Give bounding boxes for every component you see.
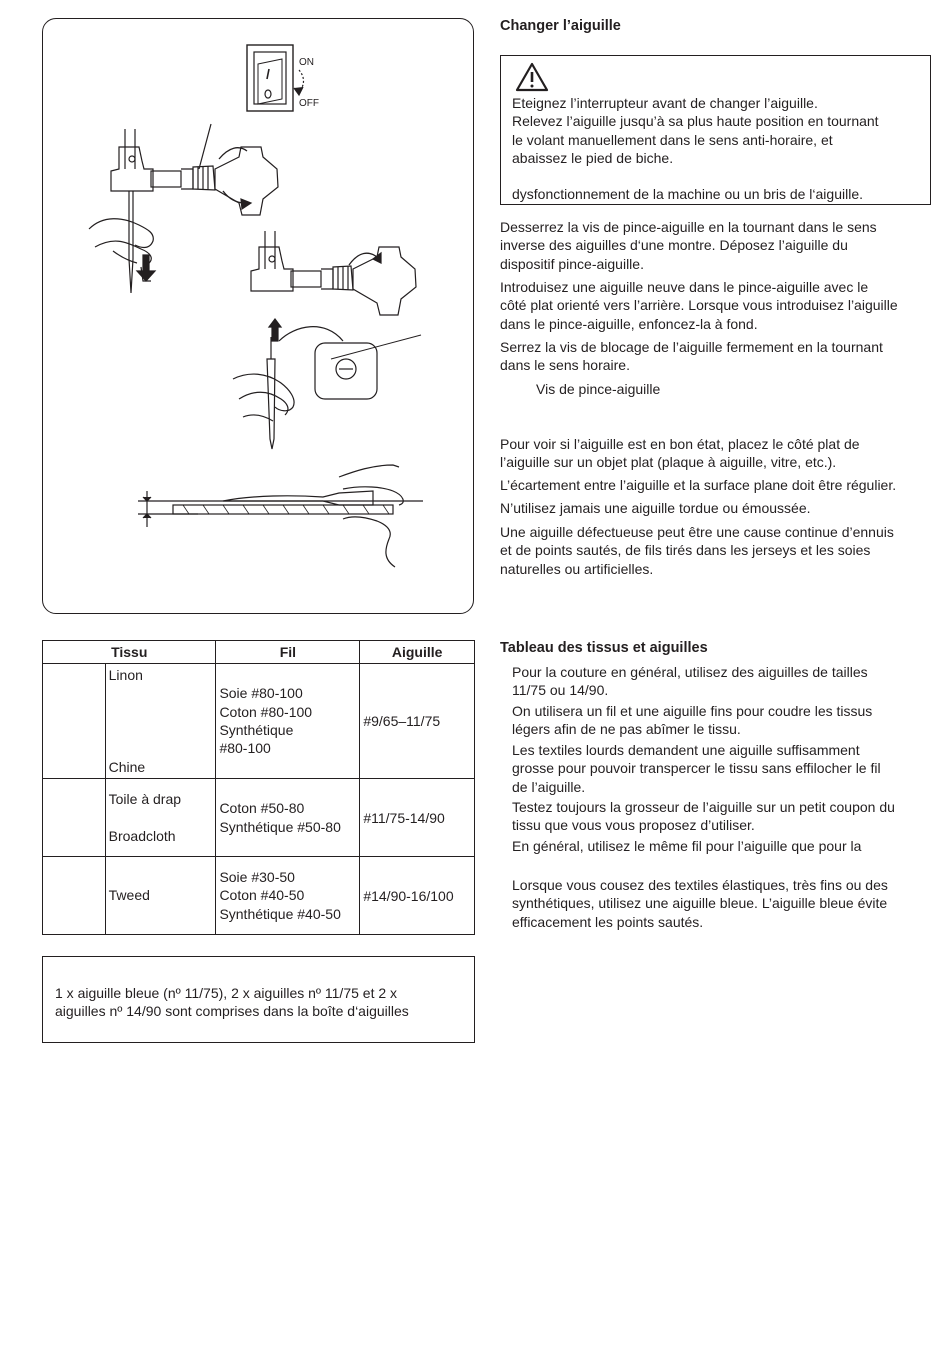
paragraph-tighten-screw: [500, 338, 883, 375]
table-cell-tissu: [105, 664, 216, 779]
text-line: Une aiguille défectueuse peut être une cause continue d’ennuis: [500, 524, 894, 540]
switch-on-label: ON: [299, 57, 314, 68]
text-line: Lorsque vous cousez des textiles élastiques, très fins ou des: [512, 877, 888, 893]
text-line: Serrez la vis de blocage de l’aiguille fermement en la tournant: [500, 339, 883, 355]
text-line: Introduisez une aiguille neuve dans le pince-aiguille avec le: [500, 279, 869, 295]
table-cell-fil: [216, 857, 360, 935]
warning-line: abaissez le pied de biche.: [512, 149, 674, 166]
fabric-needle-table: [42, 640, 475, 935]
table-cell: [43, 664, 106, 779]
paragraph-check-needle: [500, 435, 860, 472]
paragraph-same-thread: En général, utilisez le même fil pour l’aiguille que pour la: [512, 838, 862, 854]
note-text: [55, 984, 409, 1021]
text-line: Pour voir si l’aiguille est en bon état, placez le côté plat de: [500, 436, 860, 452]
warning-line: dysfonctionnement de la machine ou un bris de l‘aiguille.: [512, 186, 863, 203]
paragraph-insert-needle: [500, 278, 898, 333]
table-header-row: [43, 641, 475, 664]
table-cell-tissu: [105, 779, 216, 857]
cell-line: [109, 721, 213, 739]
section-title-fabric-table: Tableau des tissus et aiguilles: [500, 640, 708, 656]
text-line: dispositif pince-aiguille.: [500, 255, 644, 272]
cell-line: [109, 684, 213, 702]
note-line: 1 x aiguille bleue (nº 11/75), 2 x aiguilles nº 11/75 et 2 x: [55, 985, 398, 1001]
table-cell-fil: [216, 664, 360, 779]
table-row: [43, 664, 475, 779]
table-cell-aiguille: #11/75-14/90: [360, 779, 475, 857]
needle-change-diagram: [43, 19, 475, 615]
column-header-tissu: Tissu: [43, 641, 216, 664]
paragraph-heavy-fabrics: [512, 741, 881, 796]
paragraph-test-size: [512, 798, 895, 835]
switch-off-label: OFF: [299, 98, 319, 109]
text-line: dans le sens horaire.: [500, 357, 630, 374]
column-header-aiguille: Aiguille: [360, 641, 475, 664]
column-header-fil: Fil: [216, 641, 360, 664]
text-line: 11/75 ou 14/90.: [512, 682, 609, 699]
cell-line: [109, 739, 213, 757]
paragraph-defective-needle: [500, 523, 894, 578]
text-line: côté plat orienté vers l’arrière. Lorsque vous introduisez l’aiguille: [500, 297, 898, 314]
text-line: Pour la couture en général, utilisez des aiguilles de tailles: [512, 664, 868, 680]
clamp-screw-label: Vis de pince-aiguille: [536, 381, 661, 397]
cell-line: Coton #40-50: [219, 887, 305, 904]
cell-line: Synthétique: [219, 722, 294, 738]
text-line: dans le pince-aiguille, enfoncez-la à fond.: [500, 315, 758, 332]
text-line: synthétiques, utilisez une aiguille bleue. L’aiguille bleue évite: [512, 895, 888, 912]
table-row: [43, 779, 475, 857]
needle-clamp-lower: [233, 231, 421, 449]
warning-line: Relevez l’aiguille jusqu’à sa plus haute position en tournant: [512, 113, 879, 130]
paragraph-loosen-screw: [500, 218, 877, 273]
text-line: Testez toujours la grosseur de l’aiguille sur un petit coupon du: [512, 799, 895, 815]
cell-line: Coton #80-100: [219, 703, 313, 720]
cell-line: Linon: [108, 667, 143, 684]
text-line: de l’aiguille.: [512, 778, 586, 795]
needle-change-illustration: [42, 18, 474, 614]
power-switch-icon: [247, 45, 319, 111]
table-cell-fil: [216, 779, 360, 857]
text-line: et de points sautés, de fils tirés dans les jerseys et les soies: [500, 542, 871, 559]
needle-clamp-upper: [89, 124, 278, 293]
text-line: Desserrez la vis de pince-aiguille en la tournant dans le sens: [500, 219, 877, 235]
table-cell-aiguille: #9/65–11/75: [360, 664, 475, 779]
warning-line: [512, 167, 879, 185]
text-line: On utilisera un fil et une aiguille fins pour coudre les tissus: [512, 703, 873, 719]
table-cell-aiguille: #14/90-16/100: [360, 857, 475, 935]
warning-box: [500, 55, 931, 205]
text-line: naturelles ou artificielles.: [500, 560, 654, 577]
text-line: efficacement les points sautés.: [512, 913, 704, 930]
cell-line: [109, 703, 213, 721]
table-cell: [43, 779, 106, 857]
cell-line: [109, 808, 213, 826]
cell-line: Synthétique #50-80: [219, 818, 341, 835]
cell-line: Soie #30-50: [219, 869, 295, 886]
table-cell-tissu: [105, 857, 216, 935]
paragraph-blue-needle: [512, 876, 888, 931]
needle-flatness-check: [138, 465, 423, 567]
text-line: inverse des aiguilles d‘une montre. Déposez l’aiguille du: [500, 237, 848, 254]
table-row: [43, 857, 475, 935]
warning-line: Eteignez l’interrupteur avant de changer l’aiguille.: [512, 95, 818, 111]
paragraph-general: [512, 663, 868, 700]
cell-line: Tweed: [108, 887, 150, 904]
text-line: légers afin de ne pas abîmer le tissu.: [512, 721, 741, 738]
text-line: grosse pour pouvoir transpercer le tissu sans effilocher le fil: [512, 760, 881, 777]
paragraph-gap: L’écartement entre l’aiguille et la surface plane doit être régulier.: [500, 477, 897, 493]
warning-line: le volant manuellement dans le sens anti-horaire, et: [512, 131, 833, 148]
cell-line: #80-100: [219, 740, 271, 757]
warning-triangle-icon: [515, 62, 549, 92]
cell-line: Coton #50-80: [219, 800, 305, 817]
table-cell: [43, 857, 106, 935]
cell-line: Chine: [108, 758, 146, 775]
section-title-change-needle: Changer l’aiguille: [500, 18, 621, 34]
text-line: Les textiles lourds demandent une aiguille suffisamment: [512, 742, 860, 758]
needle-kit-note-box: [42, 956, 475, 1043]
cell-line: Broadcloth: [108, 827, 176, 844]
cell-line: Soie #80-100: [219, 685, 303, 702]
text-line: l’aiguille sur un objet plat (plaque à aiguille, vitre, etc.).: [500, 454, 837, 471]
note-line: aiguilles nº 14/90 sont comprises dans la boîte d‘aiguilles: [55, 1003, 409, 1020]
warning-text: [512, 94, 879, 204]
cell-line: Toile à drap: [108, 791, 182, 808]
cell-line: Synthétique #40-50: [219, 905, 341, 922]
paragraph-no-bent-needle: N’utilisez jamais une aiguille tordue ou émoussée.: [500, 500, 811, 516]
text-line: tissu que vous vous proposez d’utiliser.: [512, 817, 755, 834]
paragraph-fine-fabrics: [512, 702, 872, 739]
